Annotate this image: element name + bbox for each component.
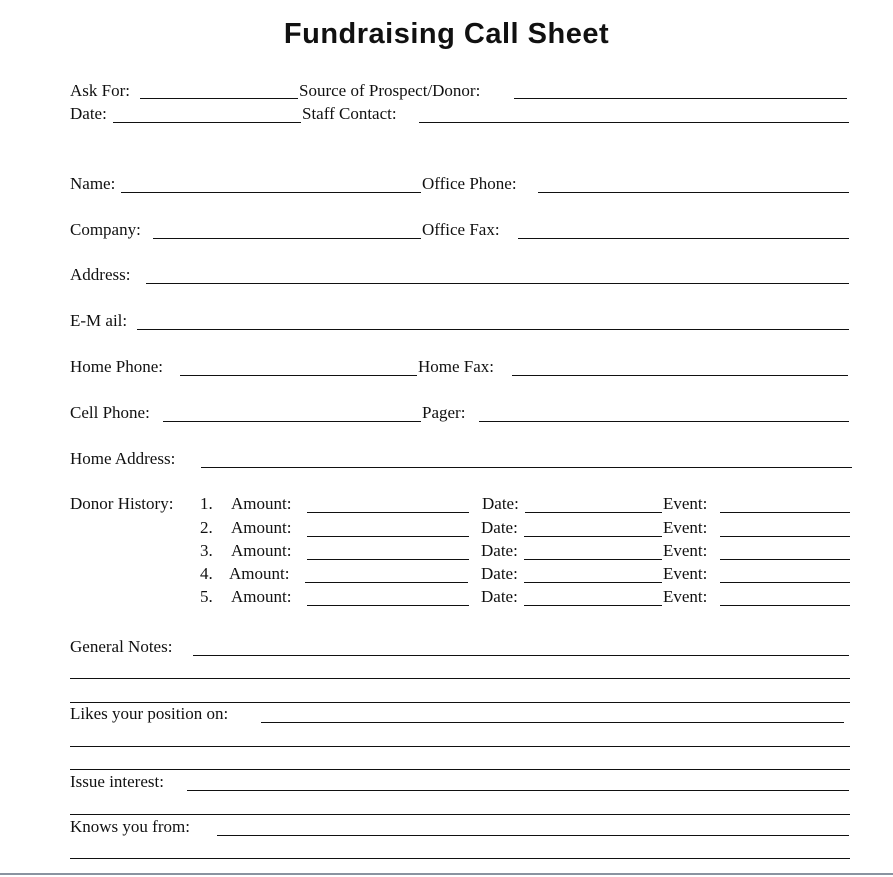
home-address-field[interactable]: [201, 467, 852, 468]
donor-amount-label: Amount:: [231, 518, 292, 537]
likes-position-label: Likes your position on:: [70, 704, 229, 723]
donor-amount-label: Amount:: [229, 564, 290, 583]
knows-you-from-label: Knows you from:: [70, 817, 190, 836]
home-phone-label: Home Phone:: [70, 357, 164, 376]
donor-amount-field[interactable]: [305, 582, 468, 583]
source-label: Source of Prospect/Donor:: [299, 81, 481, 100]
page-bottom-divider: [0, 873, 893, 875]
issue-interest-label: Issue interest:: [70, 772, 164, 791]
donor-date-label: Date:: [481, 587, 518, 606]
email-label: E-M ail:: [70, 311, 128, 330]
donor-event-label: Event:: [663, 541, 708, 560]
donor-date-label: Date:: [481, 541, 518, 560]
donor-event-field[interactable]: [720, 605, 850, 606]
address-label: Address:: [70, 265, 131, 284]
donor-amount-label: Amount:: [231, 494, 292, 513]
donor-date-label: Date:: [482, 494, 519, 513]
staff-contact-field[interactable]: [419, 122, 849, 123]
company-label: Company:: [70, 220, 141, 239]
pager-label: Pager:: [422, 403, 466, 422]
general-notes-field[interactable]: [193, 655, 849, 656]
donor-event-label: Event:: [663, 494, 708, 513]
donor-event-label: Event:: [663, 564, 708, 583]
donor-event-label: Event:: [663, 518, 708, 537]
source-field[interactable]: [514, 98, 847, 99]
email-field[interactable]: [137, 329, 849, 330]
donor-event-field[interactable]: [720, 536, 850, 537]
donor-date-label: Date:: [481, 564, 518, 583]
office-phone-label: Office Phone:: [422, 174, 517, 193]
donor-event-field[interactable]: [720, 559, 850, 560]
staff-contact-label: Staff Contact:: [302, 104, 397, 123]
knows-you-from-field[interactable]: [217, 835, 849, 836]
office-fax-label: Office Fax:: [422, 220, 500, 239]
donor-row-number: 1.: [200, 494, 213, 513]
donor-history-label: Donor History:: [70, 494, 174, 513]
ask-for-field[interactable]: [140, 98, 298, 99]
name-label: Name:: [70, 174, 116, 193]
likes-position-line[interactable]: [70, 769, 850, 770]
donor-row-number: 4.: [200, 564, 213, 583]
date-label: Date:: [70, 104, 107, 123]
knows-you-from-line[interactable]: [70, 858, 850, 859]
donor-event-label: Event:: [663, 587, 708, 606]
home-fax-field[interactable]: [512, 375, 848, 376]
cell-phone-label: Cell Phone:: [70, 403, 150, 422]
home-address-label: Home Address:: [70, 449, 176, 468]
home-fax-label: Home Fax:: [418, 357, 495, 376]
donor-date-field[interactable]: [524, 559, 662, 560]
address-field[interactable]: [146, 283, 849, 284]
donor-row-number: 3.: [200, 541, 213, 560]
likes-position-line[interactable]: [70, 746, 850, 747]
donor-amount-field[interactable]: [307, 512, 469, 513]
issue-interest-line[interactable]: [70, 814, 850, 815]
office-phone-field[interactable]: [538, 192, 849, 193]
pager-field[interactable]: [479, 421, 849, 422]
donor-amount-field[interactable]: [307, 536, 469, 537]
cell-phone-field[interactable]: [163, 421, 421, 422]
company-field[interactable]: [153, 238, 421, 239]
page-title: Fundraising Call Sheet: [283, 18, 610, 50]
donor-date-field[interactable]: [525, 512, 662, 513]
donor-row-number: 5.: [200, 587, 213, 606]
donor-row-number: 2.: [200, 518, 213, 537]
donor-amount-label: Amount:: [231, 541, 292, 560]
donor-date-label: Date:: [481, 518, 518, 537]
donor-date-field[interactable]: [524, 605, 662, 606]
general-notes-line[interactable]: [70, 678, 850, 679]
issue-interest-field[interactable]: [187, 790, 849, 791]
donor-amount-label: Amount:: [231, 587, 292, 606]
office-fax-field[interactable]: [518, 238, 849, 239]
general-notes-label: General Notes:: [70, 637, 173, 656]
donor-event-field[interactable]: [720, 582, 850, 583]
donor-amount-field[interactable]: [307, 559, 469, 560]
name-field[interactable]: [121, 192, 421, 193]
donor-date-field[interactable]: [524, 582, 662, 583]
donor-date-field[interactable]: [524, 536, 662, 537]
ask-for-label: Ask For:: [70, 81, 130, 100]
donor-amount-field[interactable]: [307, 605, 469, 606]
home-phone-field[interactable]: [180, 375, 417, 376]
general-notes-line[interactable]: [70, 702, 850, 703]
donor-event-field[interactable]: [720, 512, 850, 513]
date-field[interactable]: [113, 122, 301, 123]
likes-position-field[interactable]: [261, 722, 844, 723]
